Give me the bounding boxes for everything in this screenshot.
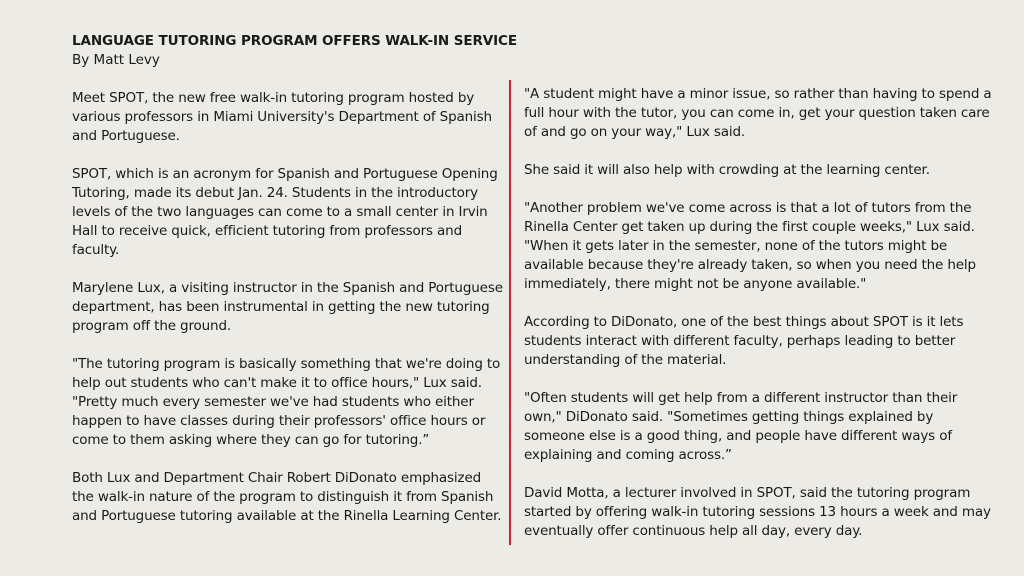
article-headline: LANGUAGE TUTORING PROGRAM OFFERS WALK-IN SERVICE [72, 33, 517, 49]
right-column [524, 85, 996, 560]
paragraph: She said it will also help with crowding at the learning center. [524, 162, 930, 178]
left-column [72, 89, 504, 545]
article-byline: By Matt Levy [72, 52, 160, 68]
paragraph: Both Lux and Department Chair Robert DiDonato emphasized the walk-in nature of the program to distinguish it from Spanish and Portuguese tutoring available at the Rinella Learning Center. [72, 470, 502, 524]
paragraph: "A student might have a minor issue, so rather than having to spend a full hour with the tutor, you can come in, get your question taken care of and go on your way," Lux said. [524, 86, 992, 140]
paragraph: "Often students will get help from a different instructor than their own," DiDonato said. "Sometimes getting things explained by someone else is a good thing, and people have different ways of explaining and coming across.” [524, 390, 958, 463]
column-divider [509, 80, 511, 545]
paragraph: "The tutoring program is basically something that we're doing to help out students who can't make it to office hours," Lux said. "Pretty much every semester we've had students who either happen to have classes during their professors' office hours or come to them asking where they can go for tutoring.” [72, 356, 501, 448]
paragraph: David Motta, a lecturer involved in SPOT, said the tutoring program started by offering walk-in tutoring sessions 13 hours a week and may eventually offer continuous help all day, every day. [524, 485, 991, 539]
paragraph: SPOT, which is an acronym for Spanish and Portuguese Opening Tutoring, made its debut Jan. 24. Students in the introductory levels of the two languages can come to a small center in Irvin Hall to receive quick, efficient tutoring from professors and faculty. [72, 166, 498, 258]
paragraph: "Another problem we've come across is that a lot of tutors from the Rinella Center get taken up during the first couple weeks," Lux said. "When it gets later in the semester, none of the tutors might be available because they're already taken, so when you need the help immediately, there might not be anyone available." [524, 200, 976, 292]
paragraph: Marylene Lux, a visiting instructor in the Spanish and Portuguese department, has been instrumental in getting the new tutoring program off the ground. [72, 280, 503, 334]
paragraph: According to DiDonato, one of the best things about SPOT is it lets students interact with different faculty, perhaps leading to better understanding of the material. [524, 314, 964, 368]
paragraph: Meet SPOT, the new free walk-in tutoring program hosted by various professors in Miami University's Department of Spanish and Portuguese. [72, 90, 492, 144]
